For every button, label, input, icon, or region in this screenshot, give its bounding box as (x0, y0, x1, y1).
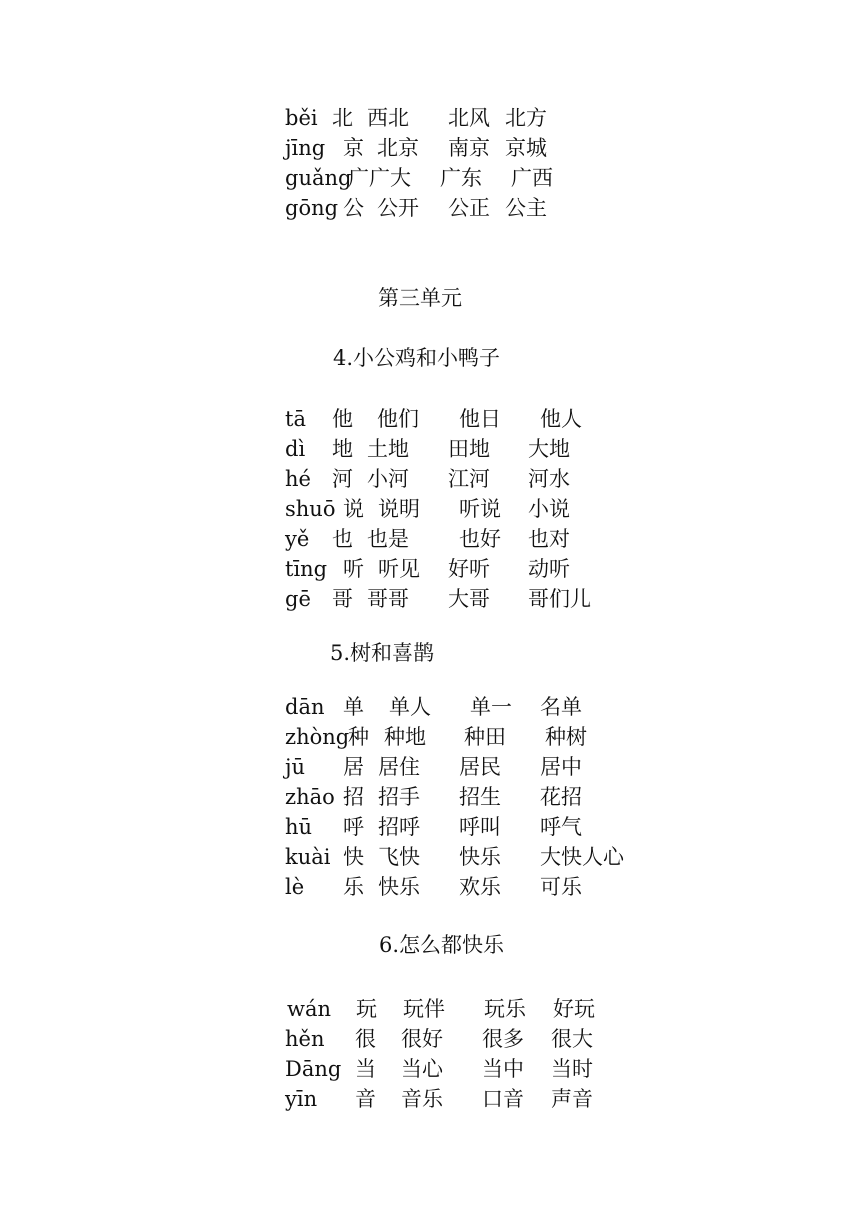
word: 京城 (505, 136, 547, 160)
word: 玩伴 (403, 997, 445, 1021)
word: 也对 (528, 527, 570, 551)
word: 音乐 (401, 1087, 443, 1111)
word: 欢乐 (459, 875, 501, 899)
word: 飞快 (378, 845, 420, 869)
word: 名单 (540, 695, 582, 719)
pinyin: hé (285, 467, 311, 491)
lesson-title: 5.树和喜鹊 (330, 641, 435, 665)
pinyin: jīng (285, 136, 326, 160)
pinyin: zhòng (285, 725, 350, 749)
pinyin: jū (285, 755, 306, 779)
character: 北 (332, 106, 353, 130)
word: 好玩 (553, 997, 595, 1021)
word: 单一 (470, 695, 512, 719)
character: 很 (355, 1027, 376, 1051)
word: 快乐 (459, 845, 501, 869)
word: 北风 (448, 106, 490, 130)
word: 很多 (482, 1027, 524, 1051)
word: 很好 (401, 1027, 443, 1051)
character: 居 (343, 755, 364, 779)
word: 快乐 (378, 875, 420, 899)
word: 他日 (459, 407, 501, 431)
pinyin: dān (285, 695, 325, 719)
word: 听说 (459, 497, 501, 521)
word: 口音 (482, 1087, 524, 1111)
word: 玩乐 (484, 997, 526, 1021)
pinyin: yīn (285, 1087, 318, 1111)
word: 大地 (528, 437, 570, 461)
character: 哥 (332, 587, 353, 611)
pinyin: zhāo (285, 785, 335, 809)
word: 南京 (448, 136, 490, 160)
word: 可乐 (540, 875, 582, 899)
character: 招 (343, 785, 364, 809)
pinyin: tīng (285, 557, 328, 581)
word: 招呼 (378, 815, 420, 839)
character: 河 (332, 467, 353, 491)
word: 他们 (377, 407, 419, 431)
word: 当中 (482, 1057, 524, 1081)
pinyin: guǎng (285, 166, 352, 190)
character: 广 (348, 166, 369, 190)
word: 很大 (551, 1027, 593, 1051)
character: 当 (355, 1057, 376, 1081)
lesson-title: 6.怎么都快乐 (379, 933, 505, 957)
word: 说明 (378, 497, 420, 521)
word: 田地 (448, 437, 490, 461)
word: 广大 (369, 166, 411, 190)
word: 听见 (378, 557, 420, 581)
word: 江河 (448, 467, 490, 491)
word: 西北 (367, 106, 409, 130)
word: 广西 (511, 166, 553, 190)
word: 当时 (551, 1057, 593, 1081)
word: 大快人心 (540, 845, 624, 869)
character: 音 (355, 1087, 376, 1111)
pinyin: shuō (285, 497, 336, 521)
pinyin: Dāng (285, 1057, 342, 1081)
character: 公 (343, 196, 364, 220)
character: 玩 (356, 997, 377, 1021)
character: 快 (343, 845, 364, 869)
word: 也好 (459, 527, 501, 551)
word: 北方 (505, 106, 547, 130)
character: 呼 (343, 815, 364, 839)
pinyin: gē (285, 587, 311, 611)
word: 花招 (540, 785, 582, 809)
word: 土地 (367, 437, 409, 461)
word: 哥哥 (367, 587, 409, 611)
pinyin: hěn (285, 1027, 325, 1051)
pinyin: kuài (285, 845, 331, 869)
word: 当心 (401, 1057, 443, 1081)
word: 种树 (545, 725, 587, 749)
word: 北京 (377, 136, 419, 160)
word: 他人 (540, 407, 582, 431)
word: 单人 (389, 695, 431, 719)
pinyin: běi (285, 106, 318, 130)
character: 乐 (343, 875, 364, 899)
word: 河水 (528, 467, 570, 491)
pinyin: lè (285, 875, 305, 899)
word: 小说 (528, 497, 570, 521)
word: 种田 (464, 725, 506, 749)
pinyin: gōng (285, 196, 339, 220)
character: 他 (332, 407, 353, 431)
word: 大哥 (448, 587, 490, 611)
word: 招手 (378, 785, 420, 809)
pinyin: hū (285, 815, 313, 839)
character: 种 (348, 725, 369, 749)
word: 小河 (367, 467, 409, 491)
word: 公开 (377, 196, 419, 220)
word: 居中 (540, 755, 582, 779)
word: 种地 (384, 725, 426, 749)
character: 地 (332, 437, 353, 461)
word: 广东 (440, 166, 482, 190)
lesson-title: 4.小公鸡和小鸭子 (333, 346, 501, 370)
word: 招生 (459, 785, 501, 809)
unit-title: 第三单元 (378, 286, 462, 310)
word: 哥们儿 (528, 587, 591, 611)
character: 听 (343, 557, 364, 581)
pinyin: tā (285, 407, 306, 431)
character: 说 (343, 497, 364, 521)
character: 单 (343, 695, 364, 719)
character: 也 (332, 527, 353, 551)
word: 公正 (448, 196, 490, 220)
word: 呼叫 (459, 815, 501, 839)
word: 居住 (378, 755, 420, 779)
word: 公主 (505, 196, 547, 220)
word: 呼气 (540, 815, 582, 839)
word: 动听 (528, 557, 570, 581)
pinyin: wán (287, 997, 332, 1021)
pinyin: dì (285, 437, 306, 461)
word: 也是 (367, 527, 409, 551)
character: 京 (343, 136, 364, 160)
word: 好听 (448, 557, 490, 581)
pinyin: yě (285, 527, 310, 551)
word: 居民 (459, 755, 501, 779)
word: 声音 (551, 1087, 593, 1111)
